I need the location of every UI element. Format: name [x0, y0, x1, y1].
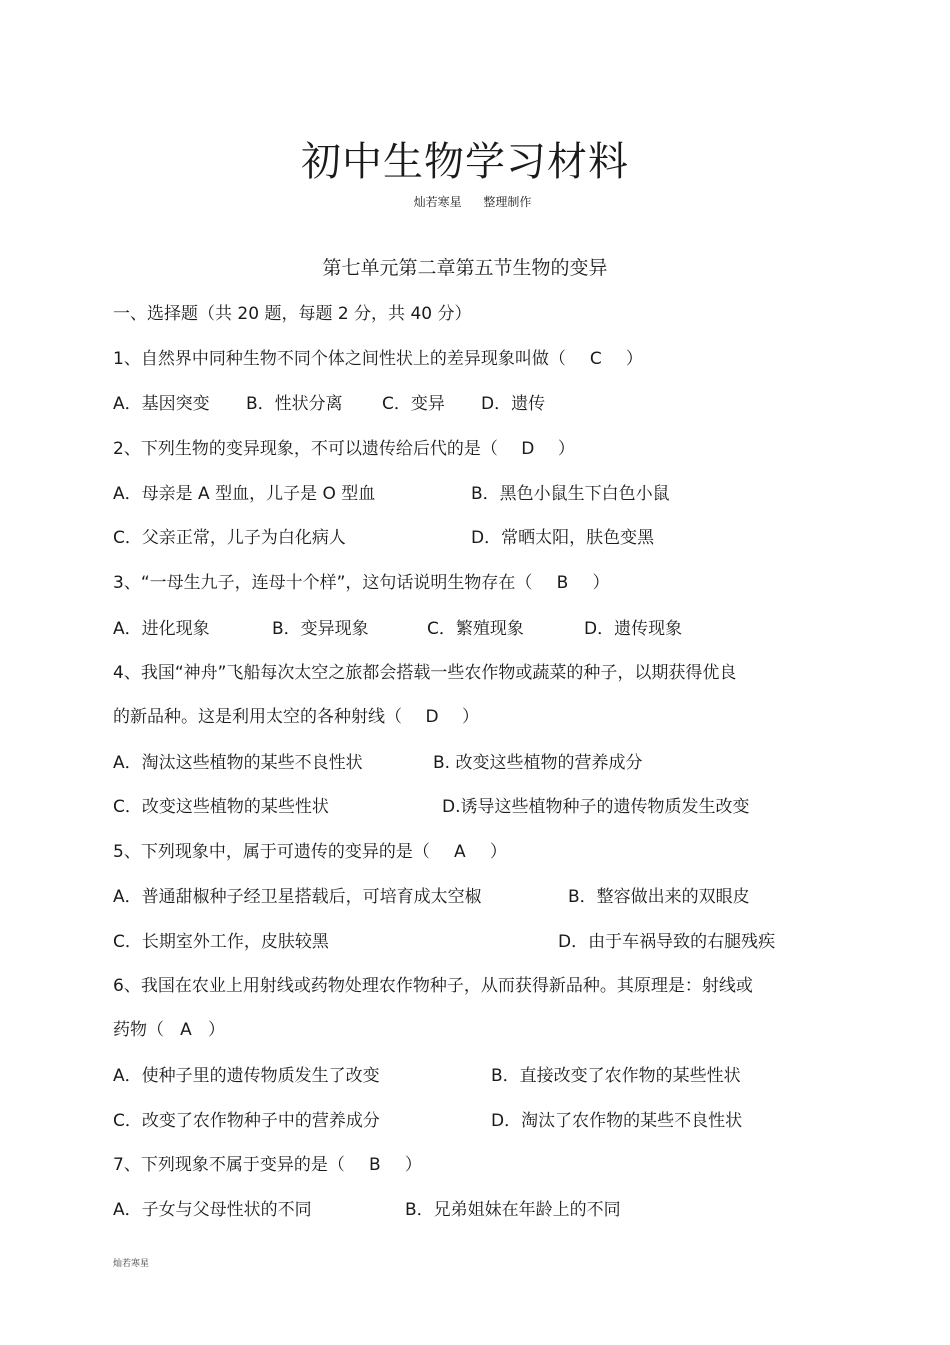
- question-stem: 2、下列生物的变异现象，不可以遗传给后代的是（ D ）: [113, 439, 575, 459]
- option: A．普通甜椒种子经卫星搭载后，可培育成太空椒: [113, 887, 482, 907]
- option: A．基因突变: [113, 394, 210, 414]
- question-stem: 7、下列现象不属于变异的是（ B ）: [113, 1155, 422, 1175]
- answer: D: [425, 707, 439, 727]
- option: C．长期室外工作，皮肤较黑: [113, 932, 329, 952]
- answer: B: [368, 1155, 381, 1175]
- option: D．由于车祸导致的右腿残疾: [558, 932, 776, 952]
- question-stem: 3、“一母生九子，连母十个样”，这句话说明生物存在（ B ）: [113, 573, 610, 593]
- part-heading: 一、选择题（共 20 题，每题 2 分，共 40 分）: [113, 304, 472, 324]
- option: D．常晒太阳，肤色变黑: [471, 528, 655, 548]
- answer: C: [589, 349, 602, 369]
- option: B．黑色小鼠生下白色小鼠: [471, 484, 670, 504]
- option: D．淘汰了农作物的某些不良性状: [491, 1111, 743, 1131]
- question-stem: 1、自然界中同种生物不同个体之间性状上的差异现象叫做（ C ）: [113, 349, 643, 369]
- question-stem-continued: 药物（ A ）: [113, 1020, 225, 1040]
- option: A．淘汰这些植物的某些不良性状: [113, 753, 363, 773]
- option: C．变异: [382, 394, 445, 414]
- option: B．变异现象: [272, 619, 369, 639]
- answer: D: [521, 439, 535, 459]
- question-stem: 4、我国“神舟”飞船每次太空之旅都会搭载一些农作物或蔬菜的种子，以期获得优良: [113, 663, 737, 683]
- option: C．父亲正常，儿子为白化病人: [113, 528, 346, 548]
- option: A．子女与父母性状的不同: [113, 1200, 312, 1220]
- option: C．改变这些植物的某些性状: [113, 797, 329, 817]
- question-stem: 5、下列现象中，属于可遗传的变异的是（ A ）: [113, 842, 507, 862]
- option: D．遗传: [481, 394, 546, 414]
- answer: B: [556, 573, 569, 593]
- document-subtitle: 灿若寒星 整理制作: [413, 195, 532, 209]
- option: B．直接改变了农作物的某些性状: [491, 1066, 741, 1086]
- option: B．兄弟姐妹在年龄上的不同: [405, 1200, 621, 1220]
- document-title: 初中生物学习材料: [301, 139, 629, 185]
- page-footer: 灿若寒星: [113, 1259, 150, 1269]
- question-stem-continued: 的新品种。这是利用太空的各种射线（ D ）: [113, 707, 479, 727]
- answer: A: [454, 842, 466, 862]
- option: A．母亲是 A 型血，儿子是 O 型血: [113, 484, 376, 504]
- option: D.诱导这些植物种子的遗传物质发生改变: [442, 797, 750, 817]
- option: C．繁殖现象: [427, 619, 524, 639]
- option: B．性状分离: [246, 394, 343, 414]
- option: A．使种子里的遗传物质发生了改变: [113, 1066, 380, 1086]
- section-title: 第七单元第二章第五节生物的变异: [322, 257, 608, 279]
- option: B．整容做出来的双眼皮: [568, 887, 750, 907]
- option: C．改变了农作物种子中的营养成分: [113, 1111, 380, 1131]
- answer: A: [180, 1020, 192, 1040]
- option: D．遗传现象: [584, 619, 683, 639]
- option: B. 改变这些植物的营养成分: [433, 753, 643, 773]
- question-stem: 6、我国在农业上用射线或药物处理农作物种子，从而获得新品种。其原理是：射线或: [113, 976, 753, 996]
- option: A．进化现象: [113, 619, 210, 639]
